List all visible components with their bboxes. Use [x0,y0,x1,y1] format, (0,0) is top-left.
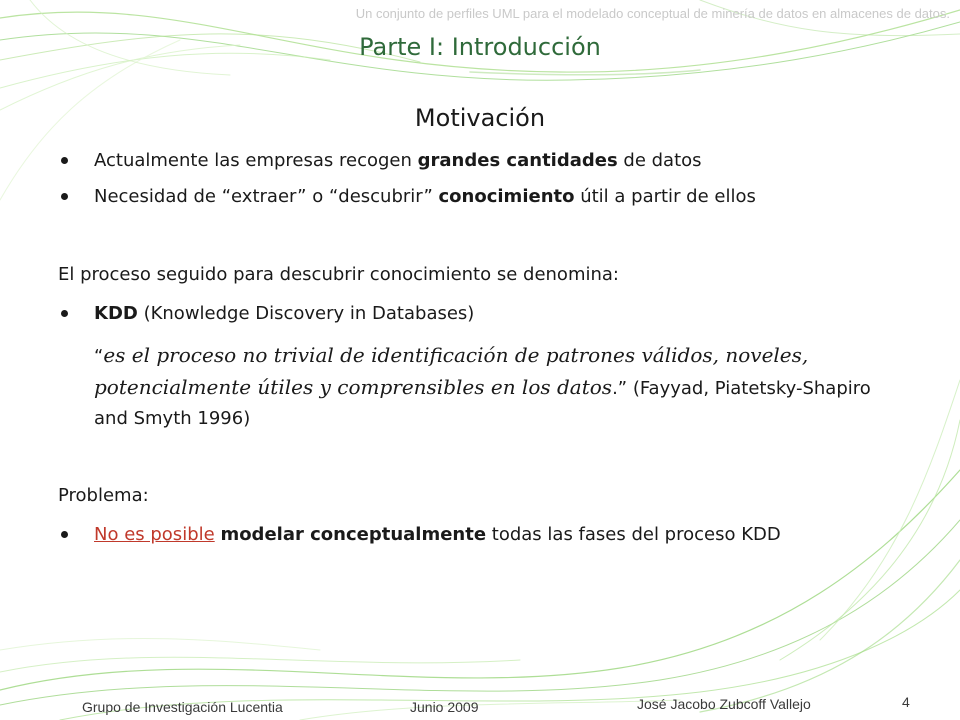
kdd-definition-quote [94,340,874,434]
bullet-icon [59,155,71,167]
process-intro-text: El proceso seguido para descubrir conocimiento se denomina: [58,264,619,285]
bullet-need-knowledge [94,186,756,207]
bullet-text: Actualmente las empresas recogen [94,150,418,171]
bullet-icon [59,191,71,203]
bullet-emphasis: modelar conceptualmente [220,524,487,545]
bullet-text: útil a partir de ellos [574,186,756,207]
problem-label: Problema: [58,485,149,506]
footer-date: Junio 2009 [410,699,479,715]
section-heading: Motivación [414,104,546,132]
slide-footer [0,694,960,720]
quote-italic-text: es el proceso no trivial de identificación de patrones válidos, noveles, potencialmente útiles y comprensibles en los datos [94,343,809,399]
slide-title: Parte I: Introducción [359,33,601,61]
kdd-expansion: (Knowledge Discovery in Databases) [137,303,475,324]
footer-group: Grupo de Investigación Lucentia [82,699,283,715]
bullet-emphasis: grandes cantidades [417,150,618,171]
presentation-subtitle-tag: Un conjunto de perfiles UML para el modelado conceptual de minería de datos en almacenes de datos. [355,6,950,21]
bullet-problem [94,524,781,545]
footer-author: José Jacobo Zubcoff Vallejo [637,696,811,712]
bullet-text: Necesidad de “extraer” o “descubrir” [94,186,439,207]
bullet-icon [59,529,71,541]
bullet-icon [59,308,71,320]
bullet-kdd [94,303,474,324]
bullet-emphasis: conocimiento [438,186,575,207]
page-number: 4 [902,694,910,710]
bullet-companies-collect-data [94,150,702,171]
bullet-text: de datos [617,150,702,171]
quote-open-mark: “ [94,346,104,367]
not-possible-link[interactable]: No es posible [94,524,215,545]
quote-citation: .” (Fayyad, Piatetsky-Shapiro and Smyth 1996) [94,378,871,429]
kdd-acronym: KDD [94,303,138,324]
bullet-text: todas las fases del proceso KDD [486,524,781,545]
